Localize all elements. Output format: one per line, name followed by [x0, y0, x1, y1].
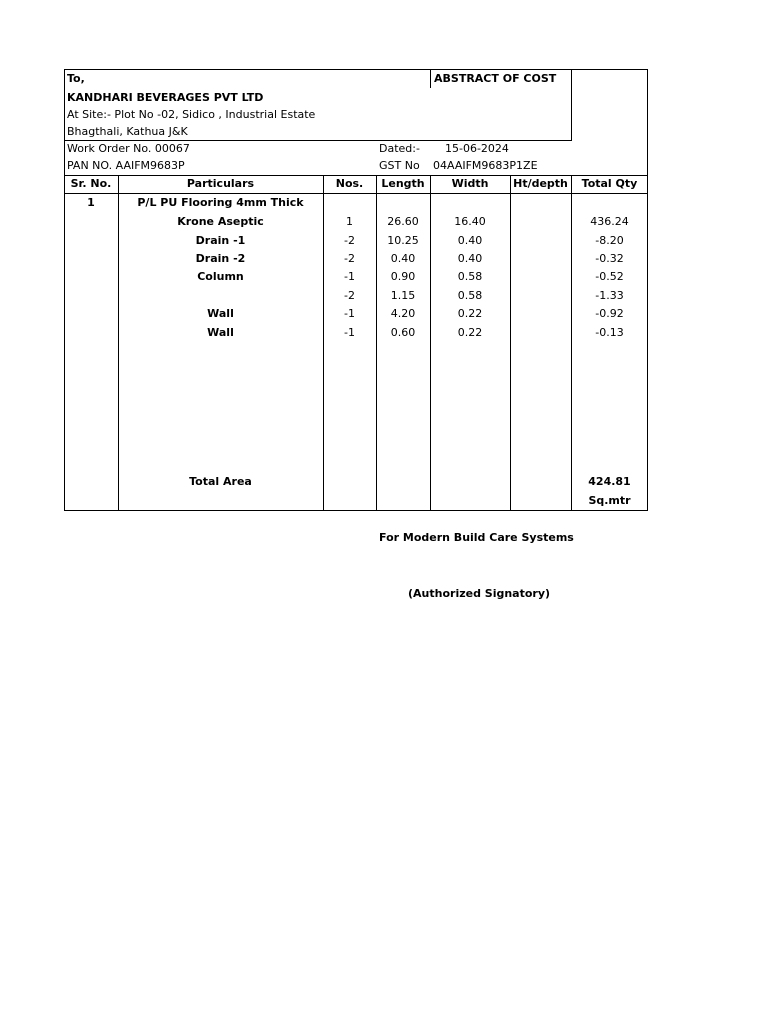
dated-label: Dated:- — [379, 142, 420, 155]
gst-value: 04AAIFM9683P1ZE — [433, 159, 538, 172]
site-address: At Site:- Plot No -02, Sidico , Industrial Estate — [67, 108, 316, 121]
row-particulars: Wall — [207, 307, 234, 320]
col-divider-5 — [510, 175, 511, 511]
row-nos: -1 — [344, 307, 355, 320]
border-left — [64, 69, 65, 511]
row-length: 1.15 — [390, 289, 416, 302]
row-nos: -1 — [344, 326, 355, 339]
company-name: KANDHARI BEVERAGES PVT LTD — [67, 91, 264, 104]
col-header-nos: Nos. — [335, 177, 364, 190]
row-length: 0.90 — [390, 270, 416, 283]
row-total: -0.32 — [595, 252, 624, 265]
row-nos: -2 — [344, 252, 355, 265]
col-header-htdepth: Ht/depth — [513, 177, 568, 190]
abstract-box-left — [430, 69, 431, 88]
row-total: -1.33 — [595, 289, 624, 302]
border-bottom — [64, 510, 648, 511]
row-width: 0.58 — [457, 289, 483, 302]
row-length: 26.60 — [387, 215, 419, 228]
col-header-sr: Sr. No. — [70, 177, 112, 190]
row-width: 0.58 — [457, 270, 483, 283]
row-width: 0.40 — [457, 234, 483, 247]
row-length: 0.40 — [390, 252, 416, 265]
abstract-box-right — [571, 69, 572, 140]
total-area-label: Total Area — [189, 475, 252, 488]
row-total: 436.24 — [590, 215, 629, 228]
col-header-totalqty: Total Qty — [581, 177, 638, 190]
row-length: 0.60 — [390, 326, 416, 339]
row-total: -0.13 — [595, 326, 624, 339]
row-width: 16.40 — [454, 215, 486, 228]
location: Bhagthali, Kathua J&K — [67, 125, 188, 138]
authorized-signatory: (Authorized Signatory) — [408, 587, 551, 600]
total-area-value: 424.81 — [588, 475, 631, 488]
row-particulars: Wall — [207, 326, 234, 339]
gst-label: GST No — [379, 159, 420, 172]
work-order: Work Order No. 00067 — [67, 142, 190, 155]
row-particulars: Drain -2 — [195, 252, 246, 265]
col-header-width: Width — [451, 177, 489, 190]
row-total: -8.20 — [595, 234, 624, 247]
row-nos: -1 — [344, 270, 355, 283]
item-sr-no: 1 — [87, 196, 95, 209]
col-header-length: Length — [381, 177, 425, 190]
row-particulars: Krone Aseptic — [177, 215, 264, 228]
abstract-title: ABSTRACT OF COST — [434, 72, 557, 85]
row-length: 10.25 — [387, 234, 419, 247]
row-length: 4.20 — [390, 307, 416, 320]
row-width: 0.22 — [457, 307, 483, 320]
row-width: 0.22 — [457, 326, 483, 339]
pan-number: PAN NO. AAIFM9683P — [67, 159, 185, 172]
row-nos: -2 — [344, 234, 355, 247]
col-header-particulars: Particulars — [186, 177, 255, 190]
dated-value: 15-06-2024 — [445, 142, 509, 155]
border-top — [64, 69, 648, 70]
row-nos: 1 — [346, 215, 353, 228]
row-particulars: Column — [197, 270, 244, 283]
row-total: -0.52 — [595, 270, 624, 283]
row-total: -0.92 — [595, 307, 624, 320]
row-nos: -2 — [344, 289, 355, 302]
total-area-unit: Sq.mtr — [588, 494, 631, 507]
item-title: P/L PU Flooring 4mm Thick — [137, 196, 304, 209]
row-particulars: Drain -1 — [195, 234, 246, 247]
to-label: To, — [67, 72, 85, 85]
firm-name: For Modern Build Care Systems — [379, 531, 574, 544]
row-width: 0.40 — [457, 252, 483, 265]
